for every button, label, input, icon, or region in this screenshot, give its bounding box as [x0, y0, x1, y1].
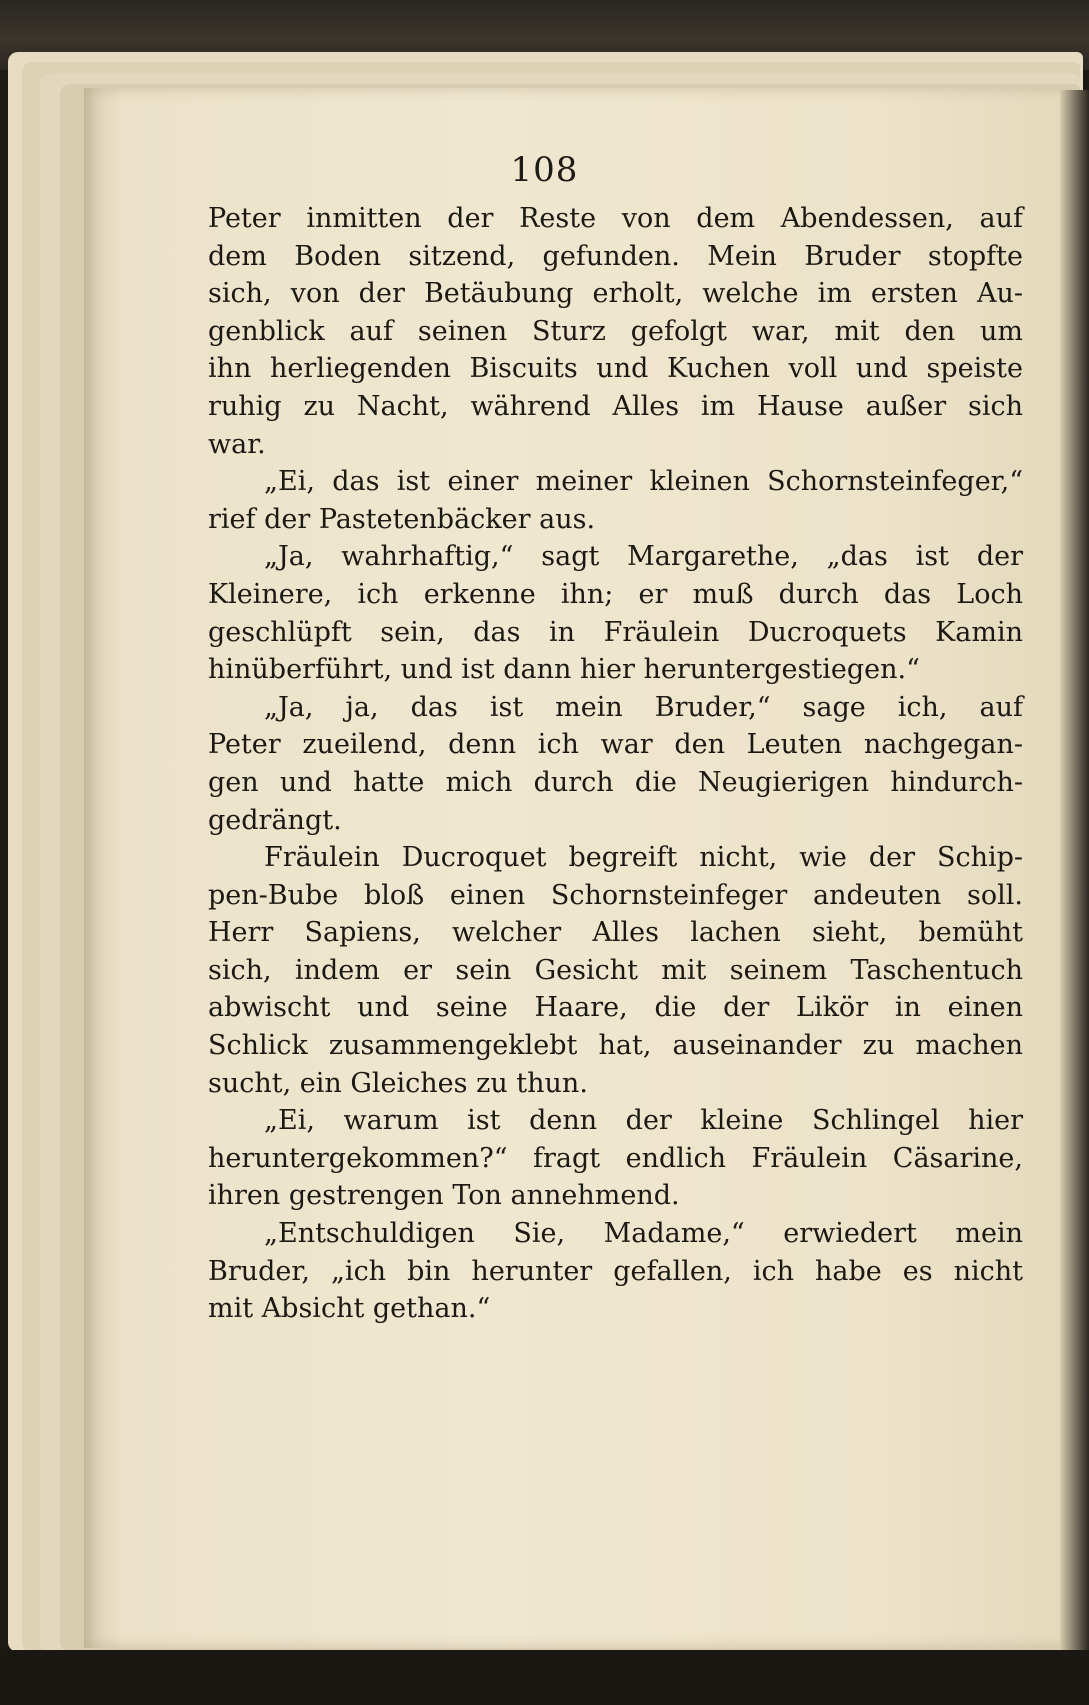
text-line: Fräulein Ducroquet begreift nicht, wie der Schip-: [264, 842, 1023, 874]
text-line: genblick auf seinen Sturz gefolgt war, mit den um: [208, 315, 1023, 347]
text-line: mit Absicht gethan.“: [208, 1293, 491, 1325]
text-line: gen und hatte mich durch die Neugierigen hindurch-: [208, 766, 1023, 798]
text-line: rief der Pastetenbäcker aus.: [208, 503, 596, 535]
page-text: [208, 200, 1023, 1328]
text-line: „Entschuldigen Sie, Madame,“ erwiedert mein: [264, 1218, 1023, 1250]
text-line: „Ja, ja, das ist mein Bruder,“ sage ich, auf: [264, 691, 1023, 723]
text-line: geschlüpft sein, das in Fräulein Ducroquets Kamin: [208, 616, 1023, 648]
page-number: 108: [510, 150, 579, 190]
text-line: sucht, ein Gleiches zu thun.: [208, 1067, 588, 1099]
text-line: gedrängt.: [208, 804, 342, 836]
text-line: ruhig zu Nacht, während Alles im Hause außer sich: [208, 390, 1023, 422]
book-cover-bottom: [0, 1650, 1089, 1705]
text-line: abwischt und seine Haare, die der Likör in einen: [208, 992, 1023, 1024]
text-line: pen-Bube bloß einen Schornsteinfeger andeuten soll.: [208, 879, 1023, 911]
text-line: heruntergekommen?“ fragt endlich Fräulein Cäsarine,: [208, 1142, 1023, 1174]
text-line: Herr Sapiens, welcher Alles lachen sieht, bemüht: [208, 917, 1023, 949]
text-line: Peter zueilend, denn ich war den Leuten nachgegan-: [208, 729, 1023, 761]
text-line: Schlick zusammengeklebt hat, auseinander zu machen: [208, 1030, 1023, 1062]
text-line: ihn herliegenden Biscuits und Kuchen voll und speiste: [208, 353, 1023, 385]
text-line: hinüberführt, und ist dann hier heruntergestiegen.“: [208, 654, 920, 686]
text-line: Peter inmitten der Reste von dem Abendessen, auf: [208, 203, 1023, 234]
text-line: „Ei, warum ist denn der kleine Schlingel hier: [264, 1105, 1023, 1137]
text-line: Bruder, „ich bin herunter gefallen, ich habe es nicht: [208, 1255, 1023, 1287]
text-line: ihren gestrengen Ton annehmend.: [208, 1180, 680, 1212]
text-line: dem Boden sitzend, gefunden. Mein Bruder stopfte: [208, 240, 1023, 272]
text-line: sich, von der Betäubung erholt, welche im ersten Au-: [208, 278, 1023, 310]
text-line: „Ei, das ist einer meiner kleinen Schornsteinfeger,“: [264, 466, 1023, 498]
text-line: Kleinere, ich erkenne ihn; er muß durch das Loch: [208, 578, 1023, 610]
text-line: sich, indem er sein Gesicht mit seinem Taschentuch: [208, 954, 1023, 986]
text-line: war.: [208, 428, 266, 460]
text-line: „Ja, wahrhaftig,“ sagt Margarethe, „das ist der: [264, 541, 1023, 573]
page-right-edge: [1060, 90, 1089, 1650]
